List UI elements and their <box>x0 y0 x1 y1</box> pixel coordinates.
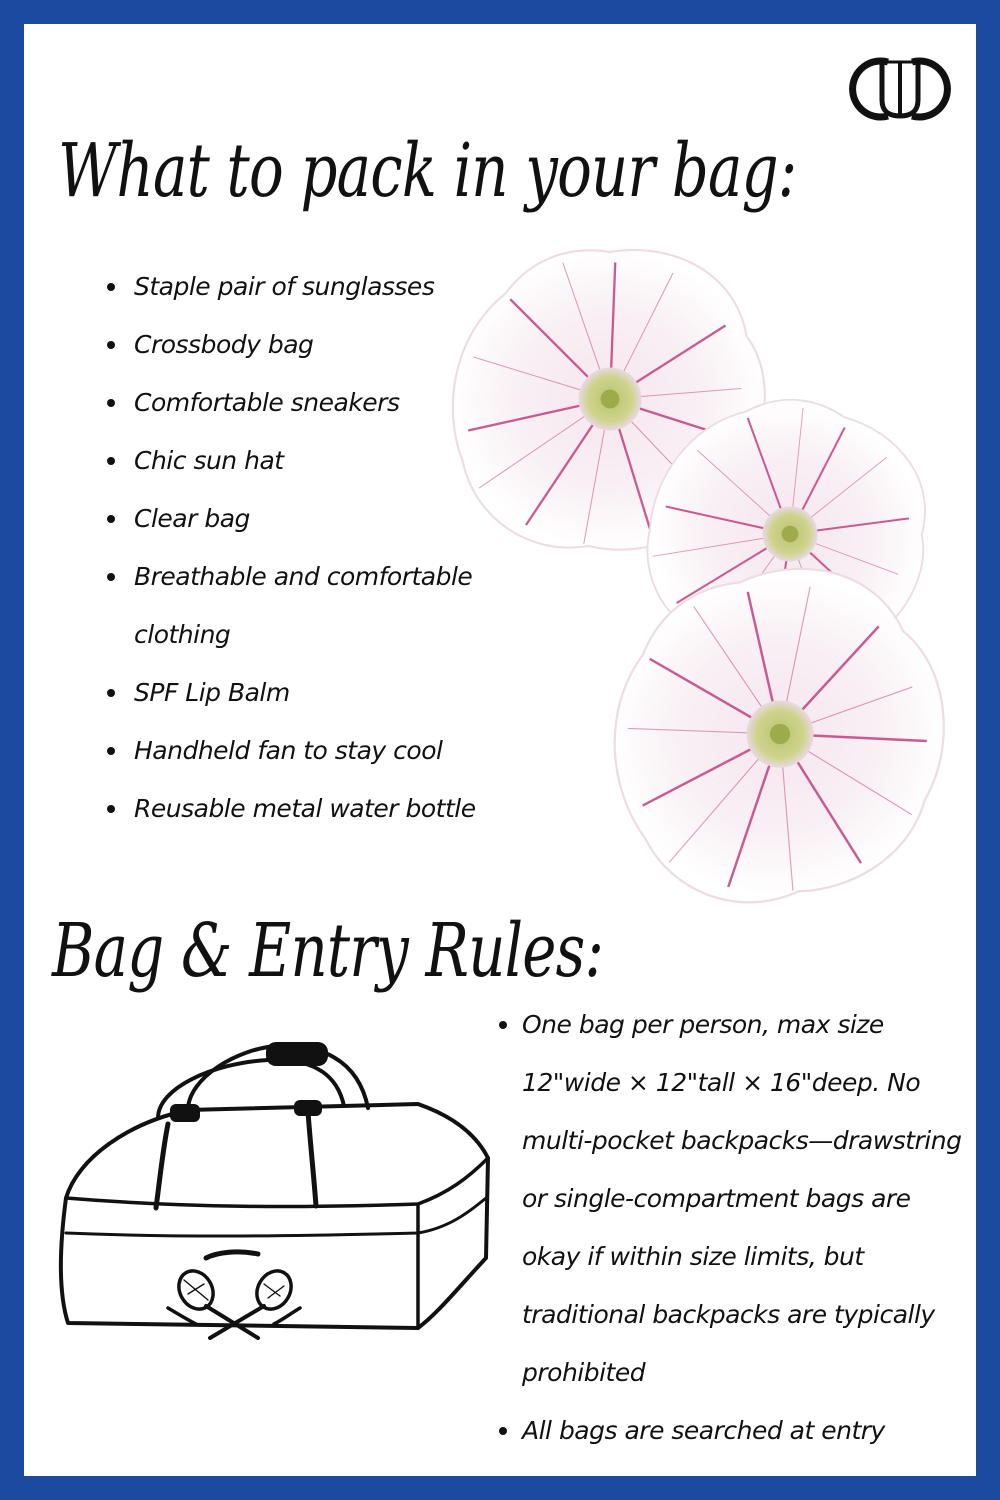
list-item: Reusable metal water bottle <box>134 780 554 838</box>
list-item: Staple pair of sunglasses <box>134 258 554 316</box>
list-item: Crossbody bag <box>134 316 554 374</box>
monogram-logo <box>848 56 952 122</box>
list-item: Comfortable sneakers <box>134 374 554 432</box>
list-item: One bag per person, max size 12"wide × 12"tall × 16"deep. No multi-pocket backpacks—drawstring or single-compartment bags are okay if within size limits, but traditional backpacks are typically prohibited <box>522 996 972 1402</box>
list-item: Handheld fan to stay cool <box>134 722 554 780</box>
petunia-flowers-image <box>450 224 950 924</box>
list-item: Breathable and comfortable clothing <box>134 548 554 664</box>
list-item: Chic sun hat <box>134 432 554 490</box>
list-item: SPF Lip Balm <box>134 664 554 722</box>
rules-list <box>522 996 972 1460</box>
duffel-bag-illustration <box>38 1028 498 1348</box>
list-item: Clear bag <box>134 490 554 548</box>
rules-heading: Bag & Entry Rules: <box>52 908 604 994</box>
infographic-page <box>24 24 976 1476</box>
pack-heading: What to pack in your bag: <box>58 128 797 214</box>
list-item: All bags are searched at entry <box>522 1402 972 1460</box>
